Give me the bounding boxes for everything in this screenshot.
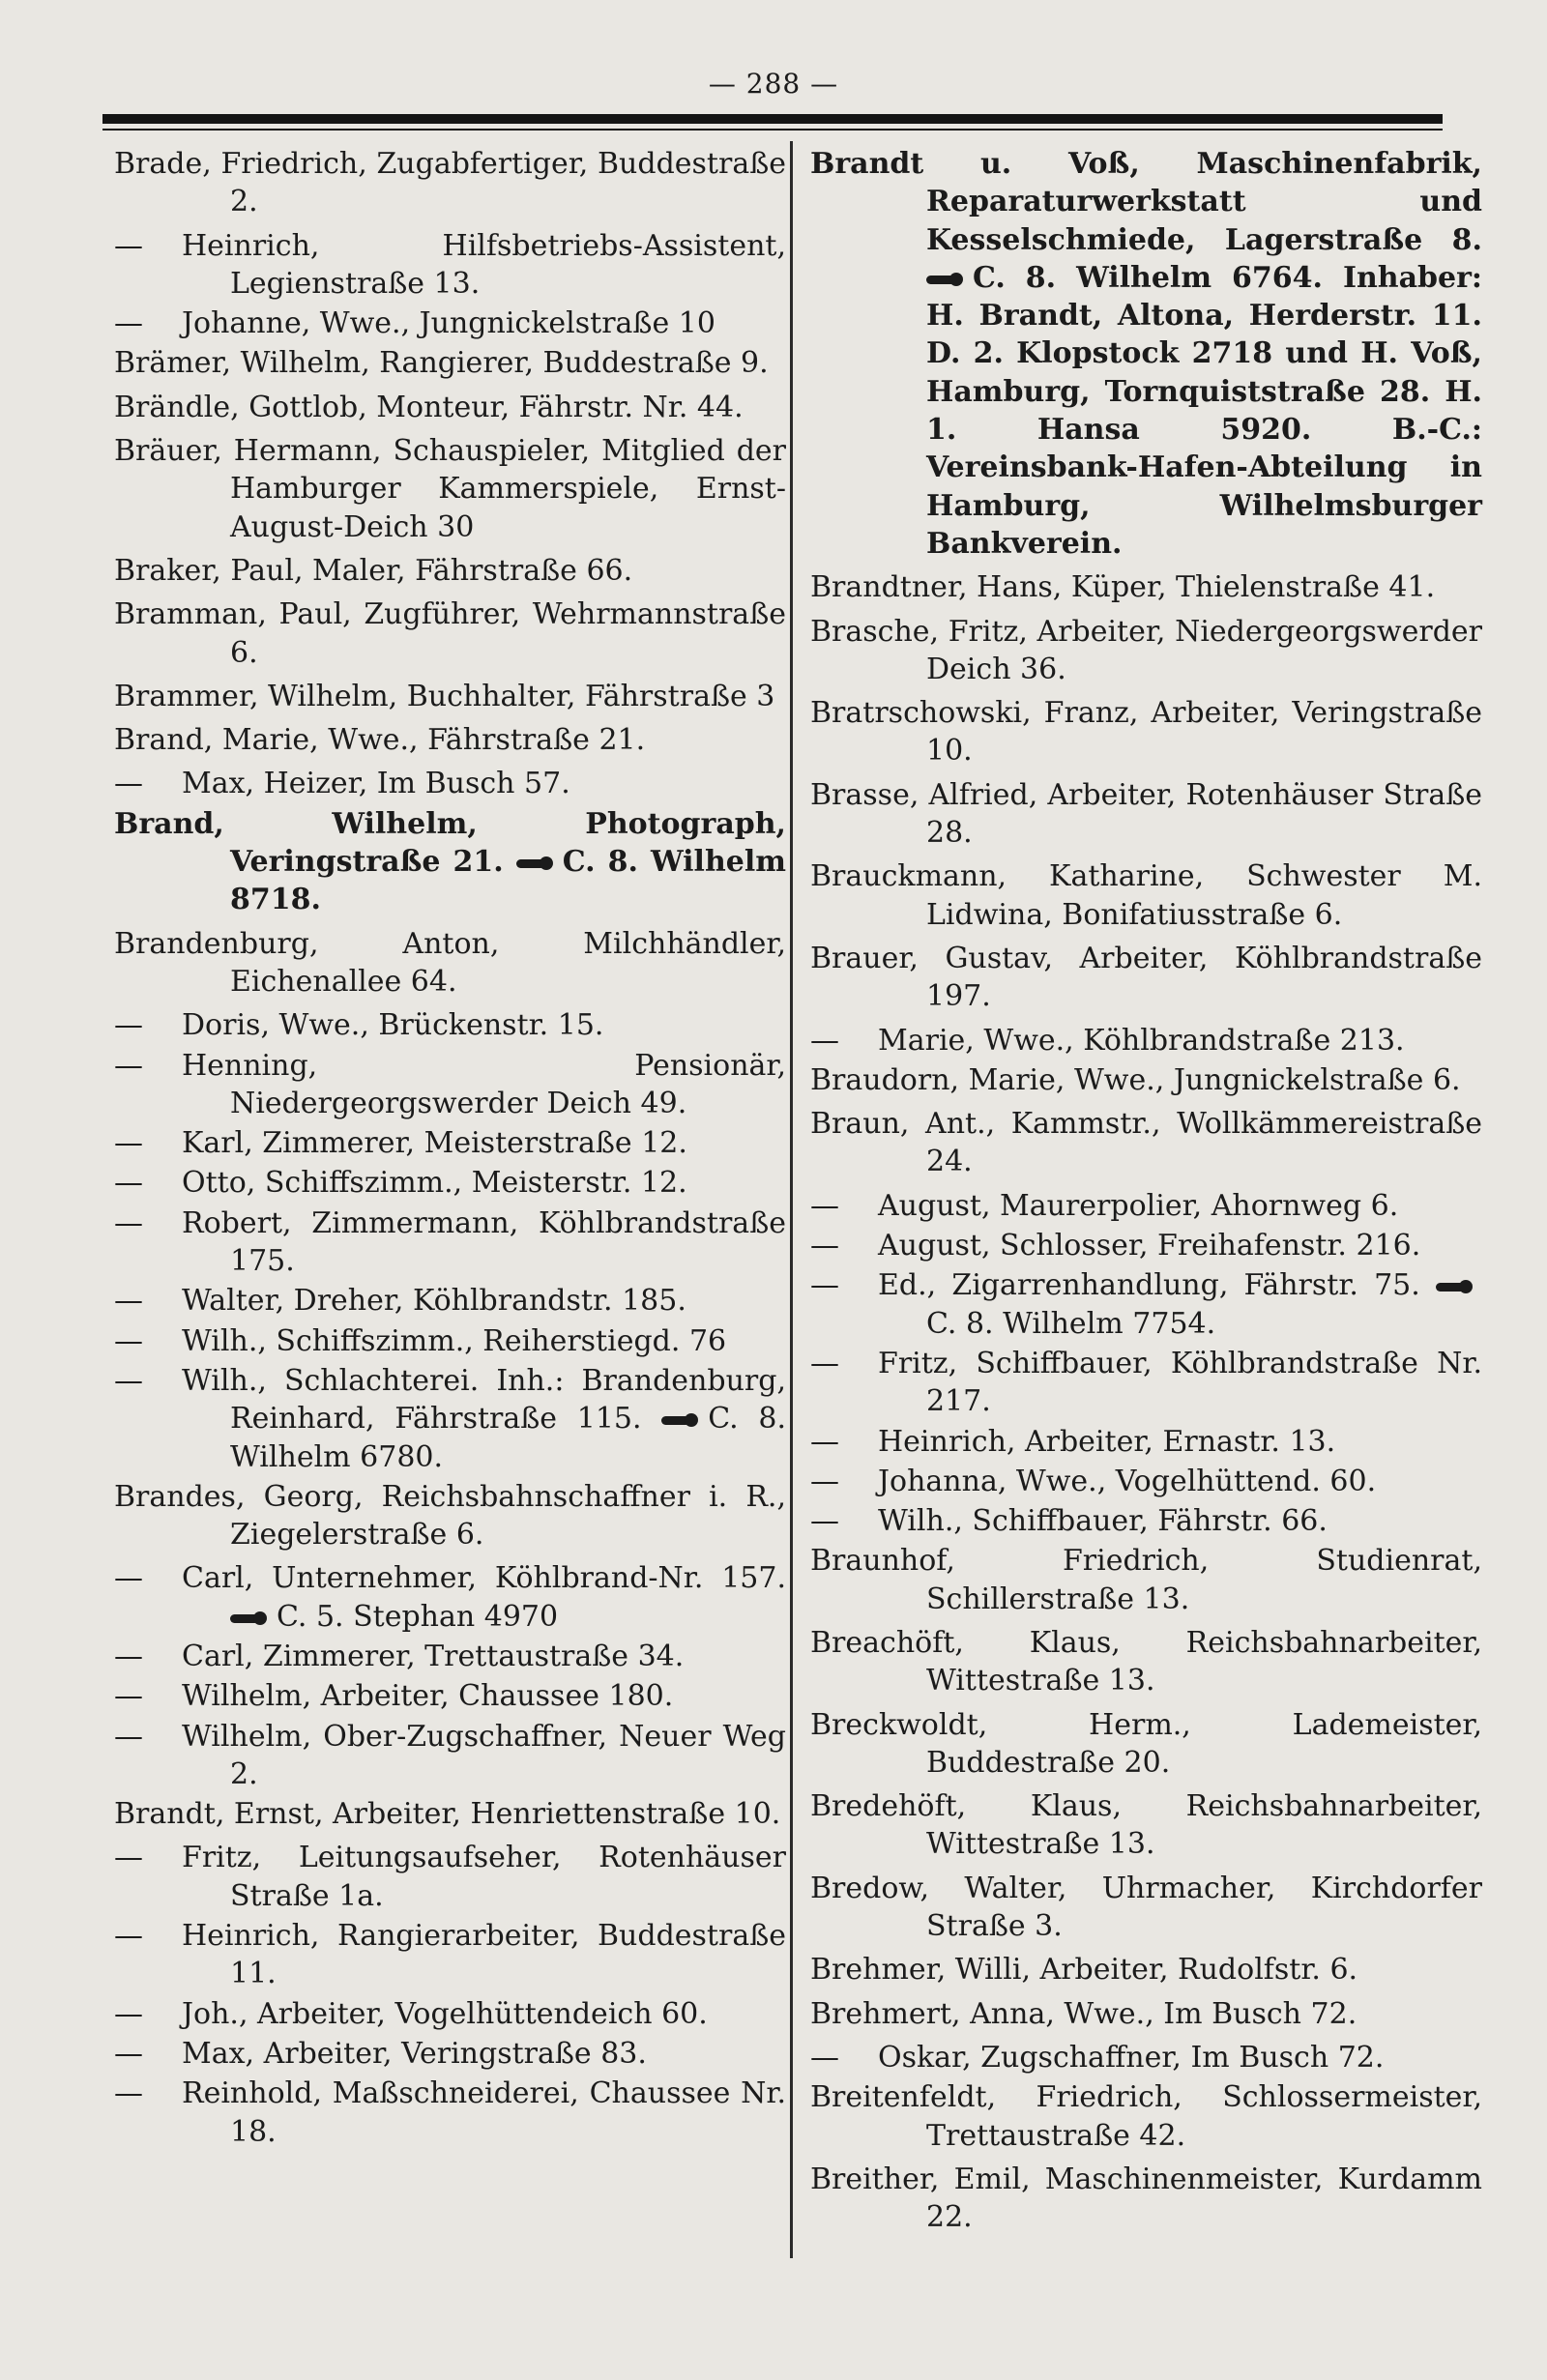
directory-entry [114, 344, 786, 382]
entry-dash: — [810, 1023, 839, 1058]
directory-entry [810, 1423, 1482, 1461]
entry-dash: — [114, 1679, 143, 1714]
entry-text: Brandt u. Voß, Maschinenfabrik, Reparaturwerkstatt und Kesselschmiede, Lagerstraße 8. [810, 147, 1482, 257]
entry-text: Braudorn, Marie, Wwe., Jungnickelstraße 6. [810, 1062, 1461, 1097]
directory-entry [114, 432, 786, 546]
directory-entry [114, 1995, 786, 2033]
directory-entry [810, 2039, 1482, 2076]
entry-phone: C. 8. Wilhelm 6764. Inhaber: H. Brandt, Altona, Herderstr. 11. D. 2. Klopstock 2718 und H. Voß, Hamburg, Tornquiststraße 28. H. 1. Hansa 5920. B.-C.: Vereinsbank-Hafen-Abteilung in Hamburg, Wilhelmsburger Bankverein. [926, 260, 1482, 561]
entry-text: Marie, Wwe., Köhlbrandstraße 213. [878, 1023, 1405, 1058]
directory-entry [114, 389, 786, 426]
entry-dash: — [114, 1919, 143, 1954]
directory-entry [810, 694, 1482, 770]
directory-entry [810, 1706, 1482, 1783]
directory-entry [114, 1638, 786, 1675]
entry-text: Breckwoldt, Herm., Lademeister, Buddestraße 20. [810, 1707, 1482, 1780]
entry-dash: — [810, 1464, 839, 1498]
directory-entry [810, 1542, 1482, 1618]
entry-text: Brand, Wilhelm, Photograph, Veringstraße 21. [114, 806, 786, 880]
directory-entry [810, 1266, 1482, 1343]
telephone-icon [661, 1413, 700, 1427]
entry-dash: — [114, 1048, 143, 1083]
telephone-icon [926, 273, 965, 286]
entry-text: Johanna, Wwe., Vogelhüttend. 60. [878, 1464, 1377, 1498]
entry-text: Karl, Zimmerer, Meisterstraße 12. [182, 1126, 687, 1161]
directory-entry [114, 1164, 786, 1202]
entry-text: Braun, Ant., Kammstr., Wollkämmereistraße 24. [810, 1107, 1482, 1179]
entry-phone: C. 8. Wilhelm 7754. [926, 1306, 1216, 1341]
entry-dash: — [114, 1284, 143, 1319]
entry-dash: — [810, 1424, 839, 1459]
directory-entry [810, 1345, 1482, 1421]
telephone-icon [230, 1611, 269, 1625]
entry-dash: — [810, 1229, 839, 1263]
entry-text: Carl, Zimmerer, Trettaustraße 34. [182, 1639, 685, 1673]
directory-entry [114, 145, 786, 221]
entry-text: Otto, Schiffszimm., Meisterstr. 12. [182, 1166, 687, 1201]
directory-entry [810, 1463, 1482, 1500]
entry-text: Brasse, Alfried, Arbeiter, Rotenhäuser Straße 28. [810, 777, 1482, 851]
directory-entry [810, 1995, 1482, 2033]
directory-entry [114, 1282, 786, 1320]
directory-entry [114, 1677, 786, 1715]
entry-text: Brämer, Wilhelm, Rangierer, Buddestraße 9. [114, 346, 769, 381]
entry-dash: — [114, 228, 143, 263]
entry-text: Bräuer, Hermann, Schauspieler, Mitglied der Hamburger Kammerspiele, Ernst-August-Deich 30 [114, 434, 786, 544]
entry-text: Wilh., Schiffbauer, Fährstr. 66. [878, 1504, 1328, 1539]
entry-text: Brauer, Gustav, Arbeiter, Köhlbrandstraße 197. [810, 941, 1482, 1014]
directory-entry [810, 1187, 1482, 1225]
header-rule-thin [102, 129, 1443, 131]
entry-dash: — [114, 1996, 143, 2031]
entry-text: Wilh., Schlachterei. Inh.: Brandenburg, Reinhard, Fährstraße 115. [182, 1363, 786, 1437]
entry-text: Carl, Unternehmer, Köhlbrand-Nr. 157. [182, 1561, 786, 1596]
entry-text: Wilh., Schiffszimm., Reiherstiegd. 76 [182, 1323, 727, 1358]
entry-text: Max, Arbeiter, Veringstraße 83. [182, 2036, 647, 2071]
directory-entry [114, 1795, 786, 1833]
directory-entry [810, 1105, 1482, 1181]
directory-entry [114, 1718, 786, 1794]
entry-text: Brändle, Gottlob, Monteur, Fährstr. Nr. 44. [114, 390, 744, 424]
directory-entry [810, 1951, 1482, 1988]
entry-dash: — [114, 1841, 143, 1875]
entry-phone: C. 5. Stephan 4970 [277, 1599, 559, 1634]
directory-entry [114, 925, 786, 1001]
entry-dash: — [114, 1008, 143, 1043]
directory-entry [810, 940, 1482, 1016]
entry-text: Braker, Paul, Maler, Fährstraße 66. [114, 553, 633, 588]
directory-entry [810, 1022, 1482, 1059]
entry-text: Braunhof, Friedrich, Studienrat, Schillerstraße 13. [810, 1544, 1482, 1616]
directory-entry [114, 1205, 786, 1281]
directory-entry [810, 1061, 1482, 1099]
entry-dash: — [114, 1126, 143, 1161]
entry-text: Heinrich, Hilfsbetriebs-Assistent, Legienstraße 13. [182, 228, 786, 301]
directory-entry [114, 1322, 786, 1360]
directory-entry [114, 595, 786, 672]
entry-text: Henning, Pensionär, Niedergeorgswerder Deich 49. [182, 1048, 786, 1120]
entry-dash: — [114, 1166, 143, 1201]
entry-text: Ed., Zigarrenhandlung, Fährstr. 75. [878, 1268, 1420, 1303]
entry-phone: C. 8. Wilhelm 6780. [230, 1402, 786, 1474]
entry-dash: — [114, 2076, 143, 2111]
directory-entry [810, 857, 1482, 934]
entry-dash: — [114, 1205, 143, 1240]
directory-entry [114, 1047, 786, 1123]
entry-text: Breitenfeldt, Friedrich, Schlossermeister, Trettaustraße 42. [810, 2080, 1482, 2153]
directory-entry [810, 613, 1482, 689]
entry-dash: — [114, 1561, 143, 1596]
directory-entry [810, 1502, 1482, 1540]
header-rule-thick [102, 114, 1443, 124]
directory-entry [114, 805, 786, 919]
entry-dash: — [810, 1346, 839, 1380]
left-column [114, 145, 786, 2153]
directory-entry [114, 765, 786, 802]
directory-entry [114, 721, 786, 759]
directory-entry [114, 678, 786, 715]
entry-text: Wilhelm, Arbeiter, Chaussee 180. [182, 1679, 674, 1714]
entry-text: Brandes, Georg, Reichsbahnschaffner i. R., Ziegelerstraße 6. [114, 1479, 786, 1553]
entry-text: Breachöft, Klaus, Reichsbahnarbeiter, Wittestraße 13. [810, 1625, 1482, 1698]
entry-text: Walter, Dreher, Köhlbrandstr. 185. [182, 1284, 686, 1319]
entry-text: Bredehöft, Klaus, Reichsbahnarbeiter, Wittestraße 13. [810, 1789, 1482, 1862]
directory-entry [114, 1478, 786, 1554]
entry-dash: — [810, 2040, 839, 2075]
entry-text: Doris, Wwe., Brückenstr. 15. [182, 1008, 604, 1043]
entry-text: Wilhelm, Ober-Zugschaffner, Neuer Weg 2. [182, 1719, 786, 1791]
column-divider [790, 141, 793, 2258]
directory-entry [810, 1624, 1482, 1700]
entry-text: Brandt, Ernst, Arbeiter, Henriettenstraße 10. [114, 1797, 781, 1832]
directory-entry [810, 1227, 1482, 1264]
entry-text: Brehmert, Anna, Wwe., Im Busch 72. [810, 1996, 1357, 2031]
entry-text: Bramman, Paul, Zugführer, Wehrmannstraße 6. [114, 597, 786, 670]
directory-entry [114, 227, 786, 304]
entry-dash: — [114, 1363, 143, 1398]
directory-entry [114, 305, 786, 342]
directory-entry [810, 568, 1482, 606]
directory-entry [114, 1362, 786, 1476]
entry-text: Brasche, Fritz, Arbeiter, Niedergeorgswerder Deich 36. [810, 614, 1482, 686]
entry-text: Brandenburg, Anton, Milchhändler, Eichenallee 64. [114, 926, 786, 999]
directory-entry [114, 1124, 786, 1162]
directory-entry [114, 1839, 786, 1915]
entry-dash: — [114, 2036, 143, 2071]
telephone-icon [1436, 1280, 1474, 1293]
entry-dash: — [810, 1188, 839, 1223]
entry-text: Reinhold, Maßschneiderei, Chaussee Nr. 18. [182, 2076, 786, 2149]
directory-entry [810, 2078, 1482, 2155]
directory-entry [810, 1787, 1482, 1864]
entry-text: Bratrschowski, Franz, Arbeiter, Veringstraße 10. [810, 696, 1482, 769]
directory-entry [810, 776, 1482, 853]
directory-entry [810, 1870, 1482, 1946]
directory-entry [114, 1917, 786, 1993]
entry-dash: — [810, 1504, 839, 1539]
entry-text: Johanne, Wwe., Jungnickelstraße 10 [182, 306, 715, 341]
directory-entry [114, 2075, 786, 2151]
entry-phone: C. 8. Wilhelm 8718. [230, 845, 786, 917]
entry-text: Brammer, Wilhelm, Buchhalter, Fährstraße 3 [114, 679, 775, 713]
entry-text: August, Schlosser, Freihafenstr. 216. [878, 1229, 1421, 1263]
entry-text: Breither, Emil, Maschinenmeister, Kurdamm 22. [810, 2162, 1482, 2235]
entry-text: Brand, Marie, Wwe., Fährstraße 21. [114, 723, 646, 758]
directory-entry [810, 2161, 1482, 2237]
entry-text: Brandtner, Hans, Küper, Thielenstraße 41. [810, 570, 1436, 605]
entry-text: Max, Heizer, Im Busch 57. [182, 767, 570, 801]
right-column [810, 145, 1482, 2242]
entry-dash: — [114, 767, 143, 801]
entry-text: Heinrich, Rangierarbeiter, Buddestraße 11. [182, 1919, 786, 1991]
entry-dash: — [114, 1323, 143, 1358]
entry-text: Brade, Friedrich, Zugabfertiger, Buddestraße 2. [114, 147, 786, 219]
entry-text: Heinrich, Arbeiter, Ernastr. 13. [878, 1424, 1336, 1459]
directory-entry [114, 1006, 786, 1044]
entry-text: Robert, Zimmermann, Köhlbrandstraße 175. [182, 1205, 786, 1279]
telephone-icon [516, 856, 555, 870]
entry-text: Fritz, Schiffbauer, Köhlbrandstraße Nr. 217. [878, 1346, 1482, 1419]
entry-text: Fritz, Leitungsaufseher, Rotenhäuser Straße 1a. [182, 1841, 786, 1913]
entry-dash: — [810, 1268, 839, 1303]
page-number: — 288 — [708, 68, 839, 100]
entry-text: August, Maurerpolier, Ahornweg 6. [878, 1188, 1399, 1223]
entry-dash: — [114, 1639, 143, 1673]
entry-dash: — [114, 306, 143, 341]
entry-text: Bredow, Walter, Uhrmacher, Kirchdorfer Straße 3. [810, 1871, 1482, 1944]
entry-text: Brauckmann, Katharine, Schwester M. Lidwina, Bonifatiusstraße 6. [810, 859, 1482, 932]
entry-text: Joh., Arbeiter, Vogelhüttendeich 60. [182, 1996, 708, 2031]
directory-entry [810, 145, 1482, 563]
entry-text: Oskar, Zugschaffner, Im Busch 72. [878, 2040, 1385, 2075]
entry-dash: — [114, 1719, 143, 1754]
directory-entry [114, 2035, 786, 2073]
directory-entry [114, 1559, 786, 1636]
entry-text: Brehmer, Willi, Arbeiter, Rudolfstr. 6. [810, 1953, 1358, 1988]
directory-entry [114, 552, 786, 590]
